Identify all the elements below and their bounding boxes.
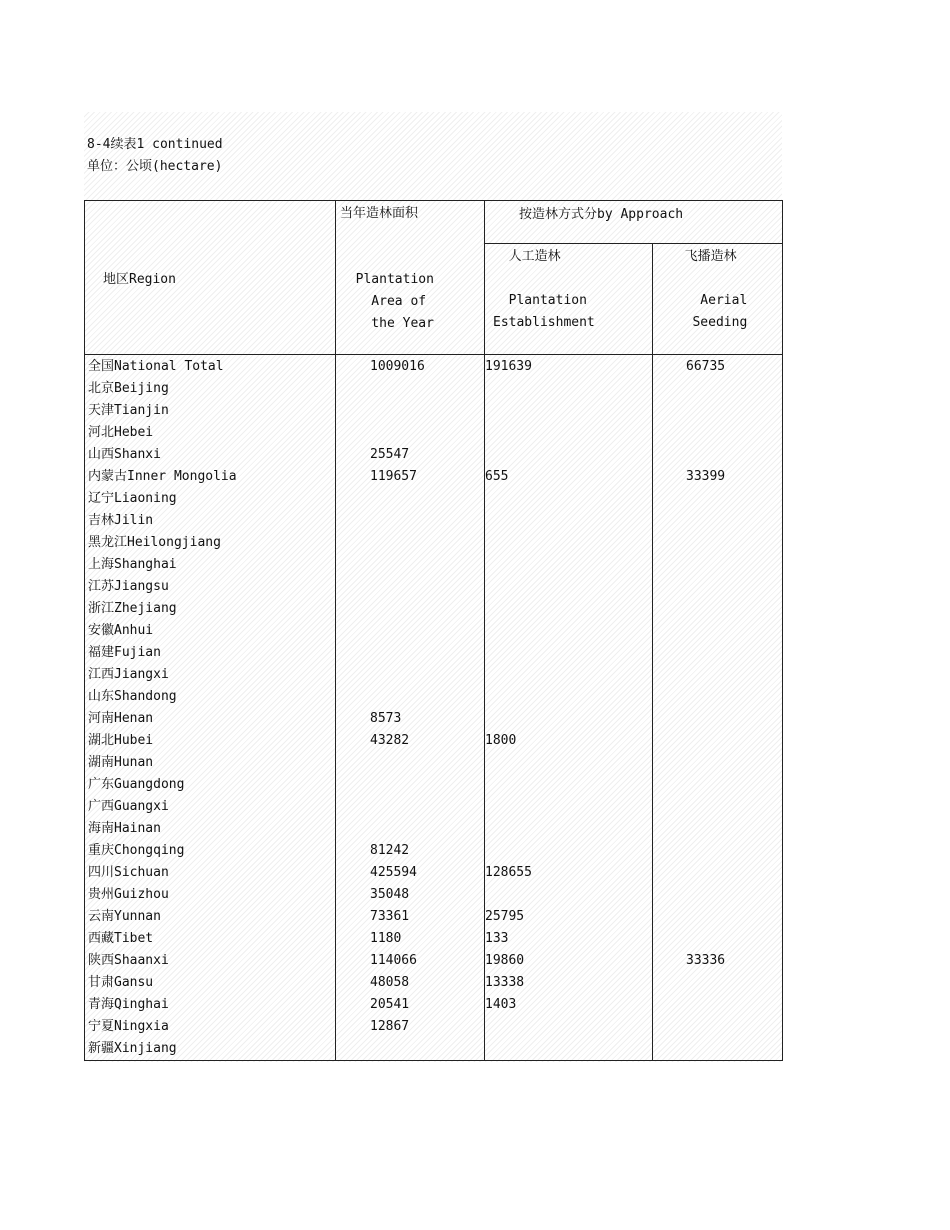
plantation-area-cell: 425594 bbox=[336, 862, 485, 884]
table-row bbox=[85, 488, 783, 510]
table-row bbox=[85, 620, 783, 642]
plantation-establishment-cell bbox=[485, 510, 653, 532]
aerial-seeding-cell bbox=[653, 488, 783, 510]
aerial-seeding-cell bbox=[653, 862, 783, 884]
aerial-seeding-cell bbox=[653, 400, 783, 422]
plantation-area-cell: 12867 bbox=[336, 1016, 485, 1038]
table-row bbox=[85, 774, 783, 796]
region-cell: 广西Guangxi bbox=[85, 796, 336, 818]
aerial-seeding-cell bbox=[653, 928, 783, 950]
plantation-establishment-cell: 19860 bbox=[485, 950, 653, 972]
plantation-establishment-cell bbox=[485, 444, 653, 466]
table-row bbox=[85, 994, 783, 1016]
aerial-seeding-cell bbox=[653, 906, 783, 928]
aerial-seeding-cell bbox=[653, 994, 783, 1016]
aerial-seeding-cell bbox=[653, 664, 783, 686]
table-row bbox=[85, 444, 783, 466]
region-cell: 安徽Anhui bbox=[85, 620, 336, 642]
aerial-seeding-cell bbox=[653, 708, 783, 730]
plantation-establishment-cell bbox=[485, 378, 653, 400]
table-row bbox=[85, 355, 783, 379]
plantation-area-cell bbox=[336, 422, 485, 444]
region-cell: 湖北Hubei bbox=[85, 730, 336, 752]
table-row bbox=[85, 576, 783, 598]
table-row bbox=[85, 664, 783, 686]
plantation-area-cell: 81242 bbox=[336, 840, 485, 862]
aerial-seeding-cell bbox=[653, 972, 783, 994]
plantation-area-cell: 114066 bbox=[336, 950, 485, 972]
aerial-seeding-cell bbox=[653, 598, 783, 620]
table-row bbox=[85, 818, 783, 840]
plantation-establishment-cell bbox=[485, 488, 653, 510]
region-cell: 广东Guangdong bbox=[85, 774, 336, 796]
plantation-area-cell bbox=[336, 818, 485, 840]
aerial-seeding-cell bbox=[653, 444, 783, 466]
aerial-seeding-cell bbox=[653, 576, 783, 598]
aerial-seeding-cell: 33399 bbox=[653, 466, 783, 488]
region-cell: 青海Qinghai bbox=[85, 994, 336, 1016]
plantation-area-cell: 8573 bbox=[336, 708, 485, 730]
plantation-establishment-cell: 1800 bbox=[485, 730, 653, 752]
table-row bbox=[85, 884, 783, 906]
table-row bbox=[85, 928, 783, 950]
table-caption: 8-4续表1 continued bbox=[87, 137, 223, 152]
table-row bbox=[85, 554, 783, 576]
unit-caption: 单位：公顷(hectare) bbox=[87, 159, 223, 174]
region-cell: 江西Jiangxi bbox=[85, 664, 336, 686]
table-row bbox=[85, 906, 783, 928]
region-cell: 贵州Guizhou bbox=[85, 884, 336, 906]
table-row bbox=[85, 510, 783, 532]
plantation-area-cell bbox=[336, 400, 485, 422]
plantation-establishment-cell bbox=[485, 400, 653, 422]
plantation-establishment-cell bbox=[485, 532, 653, 554]
plantation-establishment-cell bbox=[485, 598, 653, 620]
plantation-establishment-cell bbox=[485, 664, 653, 686]
plantation-area-cell bbox=[336, 378, 485, 400]
plantation-establishment-cell bbox=[485, 708, 653, 730]
aerial-seeding-cell bbox=[653, 378, 783, 400]
table-row bbox=[85, 950, 783, 972]
aerial-seeding-cell bbox=[653, 730, 783, 752]
region-cell: 云南Yunnan bbox=[85, 906, 336, 928]
plantation-establishment-cell bbox=[485, 774, 653, 796]
plantation-establishment-cell: 1403 bbox=[485, 994, 653, 1016]
header-by-approach: 按造林方式分by Approach bbox=[485, 201, 783, 244]
plantation-area-cell bbox=[336, 598, 485, 620]
region-cell: 河南Henan bbox=[85, 708, 336, 730]
plantation-establishment-cell bbox=[485, 686, 653, 708]
plantation-area-cell bbox=[336, 620, 485, 642]
plantation-area-cell bbox=[336, 686, 485, 708]
table-row bbox=[85, 972, 783, 994]
aerial-seeding-cell bbox=[653, 796, 783, 818]
region-cell: 福建Fujian bbox=[85, 642, 336, 664]
plantation-area-cell bbox=[336, 752, 485, 774]
plantation-area-cell: 1180 bbox=[336, 928, 485, 950]
table-row bbox=[85, 422, 783, 444]
table-row bbox=[85, 598, 783, 620]
aerial-seeding-cell bbox=[653, 840, 783, 862]
plantation-establishment-cell: 133 bbox=[485, 928, 653, 950]
plantation-establishment-cell bbox=[485, 796, 653, 818]
table-row bbox=[85, 1038, 783, 1061]
aerial-seeding-cell: 33336 bbox=[653, 950, 783, 972]
region-cell: 吉林Jilin bbox=[85, 510, 336, 532]
aerial-seeding-cell bbox=[653, 510, 783, 532]
aerial-seeding-cell bbox=[653, 884, 783, 906]
plantation-establishment-cell bbox=[485, 818, 653, 840]
aerial-seeding-cell bbox=[653, 422, 783, 444]
table-row bbox=[85, 532, 783, 554]
region-cell: 宁夏Ningxia bbox=[85, 1016, 336, 1038]
table-row bbox=[85, 642, 783, 664]
plantation-area-cell: 73361 bbox=[336, 906, 485, 928]
plantation-area-cell bbox=[336, 532, 485, 554]
plantation-area-cell bbox=[336, 554, 485, 576]
plantation-establishment-cell bbox=[485, 884, 653, 906]
plantation-establishment-cell: 128655 bbox=[485, 862, 653, 884]
table-row bbox=[85, 862, 783, 884]
plantation-area-cell bbox=[336, 642, 485, 664]
plantation-area-cell: 35048 bbox=[336, 884, 485, 906]
region-cell: 全国National Total bbox=[85, 355, 336, 379]
header-aerial-seeding: 飞播造林 Aerial Seeding bbox=[653, 244, 783, 355]
aerial-seeding-cell bbox=[653, 686, 783, 708]
aerial-seeding-cell bbox=[653, 774, 783, 796]
aerial-seeding-cell bbox=[653, 642, 783, 664]
region-cell: 陕西Shaanxi bbox=[85, 950, 336, 972]
table-row bbox=[85, 840, 783, 862]
region-cell: 海南Hainan bbox=[85, 818, 336, 840]
plantation-establishment-cell bbox=[485, 620, 653, 642]
plantation-area-cell: 119657 bbox=[336, 466, 485, 488]
plantation-area-cell: 1009016 bbox=[336, 355, 485, 379]
plantation-establishment-cell bbox=[485, 422, 653, 444]
table-row bbox=[85, 1016, 783, 1038]
plantation-area-cell: 20541 bbox=[336, 994, 485, 1016]
table-row bbox=[85, 400, 783, 422]
table-row bbox=[85, 796, 783, 818]
region-cell: 新疆Xinjiang bbox=[85, 1038, 336, 1061]
table-row bbox=[85, 730, 783, 752]
table-row bbox=[85, 466, 783, 488]
plantation-establishment-cell: 25795 bbox=[485, 906, 653, 928]
plantation-establishment-cell: 655 bbox=[485, 466, 653, 488]
table-body bbox=[85, 355, 783, 1061]
aerial-seeding-cell bbox=[653, 818, 783, 840]
table-row bbox=[85, 708, 783, 730]
plantation-area-cell: 25547 bbox=[336, 444, 485, 466]
plantation-establishment-cell bbox=[485, 554, 653, 576]
aerial-seeding-cell bbox=[653, 1038, 783, 1061]
region-cell: 重庆Chongqing bbox=[85, 840, 336, 862]
table-row bbox=[85, 752, 783, 774]
plantation-establishment-cell bbox=[485, 840, 653, 862]
plantation-area-cell bbox=[336, 1038, 485, 1061]
plantation-area-cell bbox=[336, 774, 485, 796]
region-cell: 河北Hebei bbox=[85, 422, 336, 444]
plantation-area-cell bbox=[336, 664, 485, 686]
plantation-area-cell bbox=[336, 488, 485, 510]
plantation-area-cell: 48058 bbox=[336, 972, 485, 994]
aerial-seeding-cell bbox=[653, 752, 783, 774]
aerial-seeding-cell bbox=[653, 532, 783, 554]
plantation-establishment-cell bbox=[485, 1016, 653, 1038]
region-cell: 上海Shanghai bbox=[85, 554, 336, 576]
plantation-area-cell bbox=[336, 510, 485, 532]
aerial-seeding-cell bbox=[653, 1016, 783, 1038]
plantation-establishment-cell bbox=[485, 752, 653, 774]
plantation-establishment-cell bbox=[485, 1038, 653, 1061]
region-cell: 黑龙江Heilongjiang bbox=[85, 532, 336, 554]
table-header bbox=[85, 201, 783, 355]
header-plantation-establishment: 人工造林 Plantation Establishment bbox=[485, 244, 653, 355]
plantation-area-cell bbox=[336, 576, 485, 598]
region-cell: 内蒙古Inner Mongolia bbox=[85, 466, 336, 488]
aerial-seeding-cell: 66735 bbox=[653, 355, 783, 379]
plantation-area-cell bbox=[336, 796, 485, 818]
plantation-establishment-cell bbox=[485, 642, 653, 664]
aerial-seeding-cell bbox=[653, 554, 783, 576]
header-plantation-area: 当年造林面积 Plantation Area of the Year bbox=[336, 201, 485, 355]
table-row bbox=[85, 378, 783, 400]
header-region: 地区Region bbox=[85, 201, 336, 355]
region-cell: 山东Shandong bbox=[85, 686, 336, 708]
region-cell: 四川Sichuan bbox=[85, 862, 336, 884]
region-cell: 江苏Jiangsu bbox=[85, 576, 336, 598]
region-cell: 北京Beijing bbox=[85, 378, 336, 400]
plantation-establishment-cell: 13338 bbox=[485, 972, 653, 994]
region-cell: 辽宁Liaoning bbox=[85, 488, 336, 510]
region-cell: 天津Tianjin bbox=[85, 400, 336, 422]
table-row bbox=[85, 686, 783, 708]
plantation-establishment-cell bbox=[485, 576, 653, 598]
region-cell: 山西Shanxi bbox=[85, 444, 336, 466]
plantation-area-cell: 43282 bbox=[336, 730, 485, 752]
region-cell: 西藏Tibet bbox=[85, 928, 336, 950]
data-table bbox=[84, 200, 783, 1061]
aerial-seeding-cell bbox=[653, 620, 783, 642]
plantation-establishment-cell: 191639 bbox=[485, 355, 653, 379]
region-cell: 甘肃Gansu bbox=[85, 972, 336, 994]
region-cell: 浙江Zhejiang bbox=[85, 598, 336, 620]
region-cell: 湖南Hunan bbox=[85, 752, 336, 774]
